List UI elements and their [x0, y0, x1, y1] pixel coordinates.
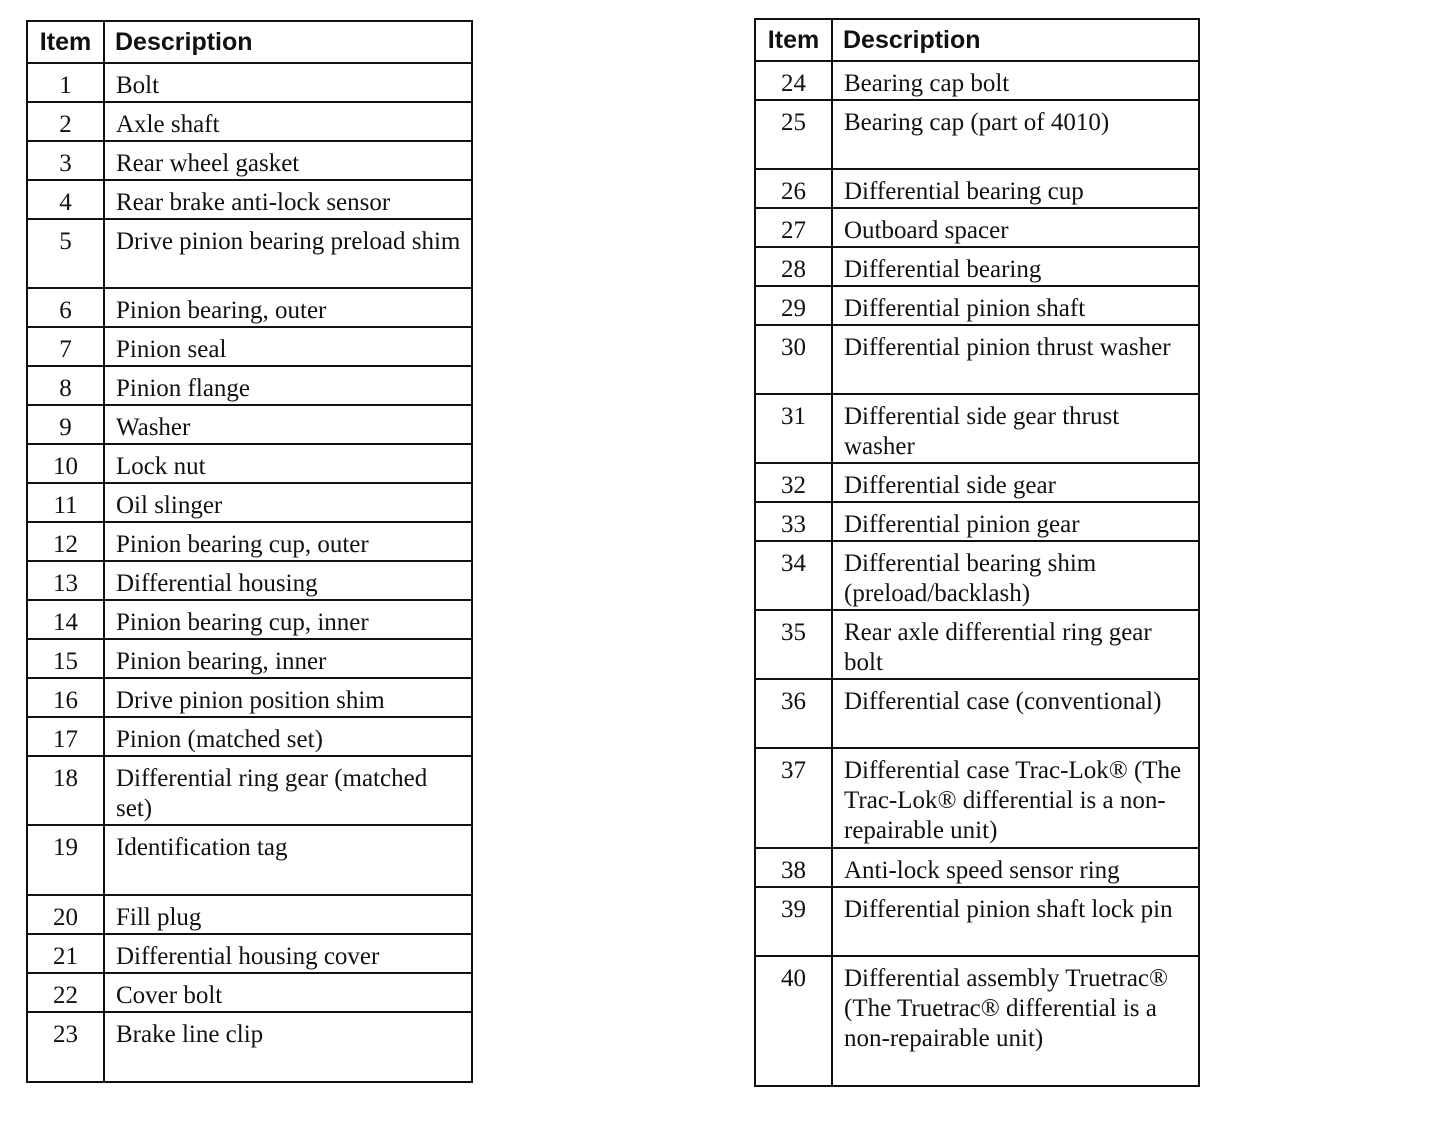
item-description: Drive pinion bearing preload shim [104, 219, 472, 288]
item-number: 39 [755, 887, 832, 956]
parts-table-right [754, 18, 1200, 1087]
item-number: 35 [755, 610, 832, 679]
table-row [27, 327, 472, 366]
item-number: 5 [27, 219, 104, 288]
item-description: Pinion seal [104, 327, 472, 366]
item-number: 6 [27, 288, 104, 327]
table-header-row [27, 21, 472, 63]
table-header-row [755, 19, 1199, 61]
item-number: 25 [755, 100, 832, 169]
table-row [27, 561, 472, 600]
table-row [27, 717, 472, 756]
item-description: Drive pinion position shim [104, 678, 472, 717]
table-row [755, 208, 1199, 247]
item-number: 36 [755, 679, 832, 748]
item-number: 26 [755, 169, 832, 208]
item-description: Pinion (matched set) [104, 717, 472, 756]
item-description: Pinion bearing cup, outer [104, 522, 472, 561]
item-number: 18 [27, 756, 104, 825]
item-number: 17 [27, 717, 104, 756]
table-row [755, 463, 1199, 502]
table-row [755, 848, 1199, 887]
item-number: 11 [27, 483, 104, 522]
item-number: 1 [27, 63, 104, 102]
item-description: Differential bearing cup [832, 169, 1199, 208]
item-number: 3 [27, 141, 104, 180]
table-row [755, 887, 1199, 956]
table-row [27, 756, 472, 825]
item-number: 29 [755, 286, 832, 325]
item-description: Differential case (conventional) [832, 679, 1199, 748]
item-description: Cover bolt [104, 973, 472, 1012]
parts-table-left [26, 20, 473, 1083]
table-row [755, 394, 1199, 463]
item-description: Differential housing [104, 561, 472, 600]
table-row [27, 1012, 472, 1082]
item-description: Washer [104, 405, 472, 444]
item-description: Oil slinger [104, 483, 472, 522]
table-row [755, 502, 1199, 541]
item-description: Axle shaft [104, 102, 472, 141]
item-description: Differential case Trac-Lok® (The Trac-Lok® differential is a non-repairable unit) [832, 748, 1199, 848]
table-row [755, 247, 1199, 286]
table-row [755, 610, 1199, 679]
table-row [27, 366, 472, 405]
table-row [27, 288, 472, 327]
table-row [755, 956, 1199, 1086]
table-row [27, 219, 472, 288]
item-number: 10 [27, 444, 104, 483]
description-column-header: Description [104, 21, 472, 63]
item-description: Pinion bearing, outer [104, 288, 472, 327]
table-row [755, 100, 1199, 169]
item-description: Rear axle differential ring gear bolt [832, 610, 1199, 679]
item-description: Differential assembly Truetrac® (The Truetrac® differential is a non-repairable unit) [832, 956, 1199, 1086]
item-number: 22 [27, 973, 104, 1012]
table-row [755, 679, 1199, 748]
item-description: Rear brake anti-lock sensor [104, 180, 472, 219]
item-number: 7 [27, 327, 104, 366]
item-description: Bearing cap bolt [832, 61, 1199, 100]
item-description: Differential pinion gear [832, 502, 1199, 541]
table-row [27, 600, 472, 639]
item-description: Pinion bearing, inner [104, 639, 472, 678]
table-row [27, 483, 472, 522]
item-number: 13 [27, 561, 104, 600]
item-number: 23 [27, 1012, 104, 1082]
item-number: 9 [27, 405, 104, 444]
item-description: Differential housing cover [104, 934, 472, 973]
item-description: Fill plug [104, 895, 472, 934]
item-description: Brake line clip [104, 1012, 472, 1082]
table-row [27, 639, 472, 678]
table-row [27, 522, 472, 561]
table-row [27, 934, 472, 973]
item-description: Differential ring gear (matched set) [104, 756, 472, 825]
table-row [27, 678, 472, 717]
item-number: 21 [27, 934, 104, 973]
item-description: Differential side gear [832, 463, 1199, 502]
item-number: 28 [755, 247, 832, 286]
item-number: 20 [27, 895, 104, 934]
table-row [755, 286, 1199, 325]
item-description: Outboard spacer [832, 208, 1199, 247]
item-number: 2 [27, 102, 104, 141]
table-row [27, 180, 472, 219]
item-number: 12 [27, 522, 104, 561]
item-number: 31 [755, 394, 832, 463]
item-number: 24 [755, 61, 832, 100]
table-row [755, 748, 1199, 848]
table-row [755, 541, 1199, 610]
item-number: 32 [755, 463, 832, 502]
item-number: 16 [27, 678, 104, 717]
item-number: 14 [27, 600, 104, 639]
item-description: Rear wheel gasket [104, 141, 472, 180]
table-row [27, 825, 472, 895]
item-number: 30 [755, 325, 832, 394]
table-row [755, 61, 1199, 100]
table-row [27, 444, 472, 483]
item-description: Pinion bearing cup, inner [104, 600, 472, 639]
table-row [27, 141, 472, 180]
item-column-header: Item [755, 19, 832, 61]
table-row [755, 169, 1199, 208]
table-row [27, 973, 472, 1012]
item-number: 38 [755, 848, 832, 887]
item-description: Pinion flange [104, 366, 472, 405]
item-description: Bearing cap (part of 4010) [832, 100, 1199, 169]
item-description: Differential bearing shim (preload/backlash) [832, 541, 1199, 610]
item-description: Differential bearing [832, 247, 1199, 286]
item-description: Differential pinion shaft lock pin [832, 887, 1199, 956]
item-number: 8 [27, 366, 104, 405]
item-number: 33 [755, 502, 832, 541]
item-description: Lock nut [104, 444, 472, 483]
item-number: 4 [27, 180, 104, 219]
item-number: 37 [755, 748, 832, 848]
item-number: 40 [755, 956, 832, 1086]
item-description: Anti-lock speed sensor ring [832, 848, 1199, 887]
description-column-header: Description [832, 19, 1199, 61]
table-row [27, 102, 472, 141]
item-description: Differential pinion shaft [832, 286, 1199, 325]
item-number: 15 [27, 639, 104, 678]
table-row [27, 63, 472, 102]
item-column-header: Item [27, 21, 104, 63]
table-row [27, 895, 472, 934]
item-description: Bolt [104, 63, 472, 102]
item-number: 27 [755, 208, 832, 247]
table-row [27, 405, 472, 444]
item-number: 19 [27, 825, 104, 895]
item-description: Identification tag [104, 825, 472, 895]
item-description: Differential pinion thrust washer [832, 325, 1199, 394]
item-description: Differential side gear thrust washer [832, 394, 1199, 463]
table-row [755, 325, 1199, 394]
item-number: 34 [755, 541, 832, 610]
